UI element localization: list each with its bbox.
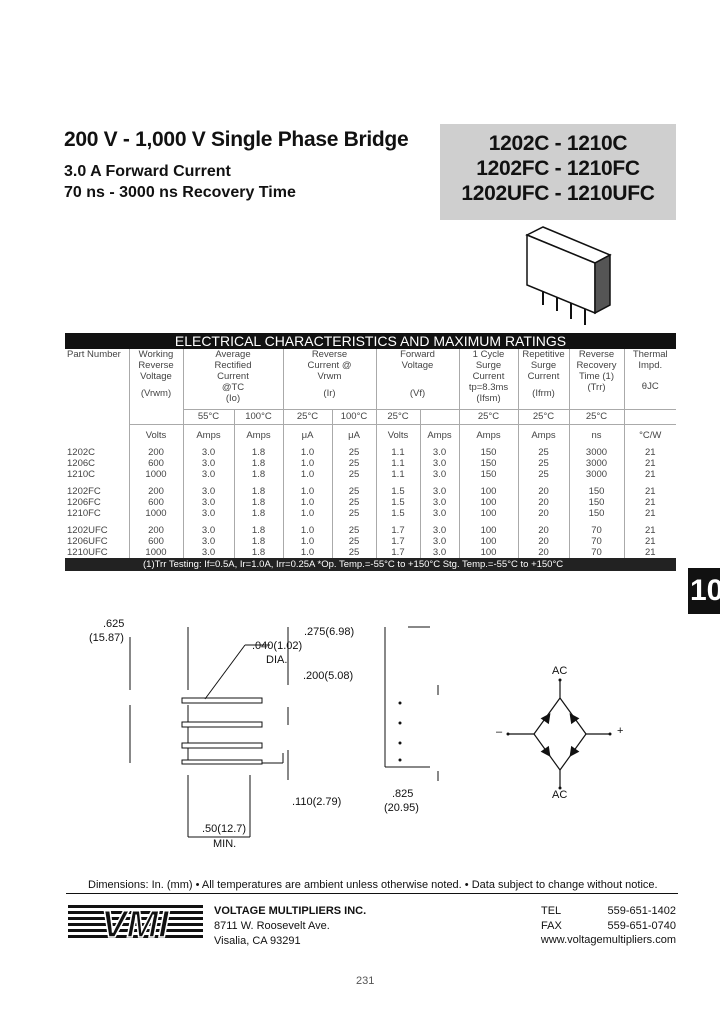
value-cell: 1.8 xyxy=(234,508,283,519)
value-cell: 1.0 xyxy=(283,536,332,547)
ac-bottom-label: AC xyxy=(552,789,568,801)
page-title: 200 V - 1,000 V Single Phase Bridge xyxy=(64,128,409,151)
value-cell: 100 xyxy=(459,486,518,497)
tel-value: 559-651-1402 xyxy=(607,905,676,917)
value-cell: 3.0 xyxy=(420,536,459,547)
tel-label: TEL xyxy=(541,905,562,917)
value-cell: 100 xyxy=(459,536,518,547)
value-cell: 1.5 xyxy=(376,508,420,519)
contact-values xyxy=(600,904,676,934)
value-cell: 25 xyxy=(518,447,569,458)
dim-200: .200(5.08) xyxy=(303,670,354,682)
value-cell: 3.0 xyxy=(420,447,459,458)
value-cell: 1.8 xyxy=(234,447,283,458)
value-cell: 1.8 xyxy=(234,525,283,536)
value-cell: 21 xyxy=(644,485,656,497)
unit-cell: μA xyxy=(283,424,332,447)
value-cell: 3.0 xyxy=(183,469,234,480)
part-number-cell: 1206UFC xyxy=(65,536,129,547)
temp-cell: 55°C xyxy=(183,409,234,424)
col-part-number: Part Number xyxy=(65,349,129,409)
value-cell: 21 xyxy=(644,468,656,480)
value-cell: 1.0 xyxy=(283,469,332,480)
temp-cell: 25°C xyxy=(283,409,332,424)
value-cell: 1.0 xyxy=(283,486,332,497)
col-thermal-impedance: Thermal Impd. θJC xyxy=(632,349,668,392)
col-surge-current: 1 Cycle Surge Current tp=8.3ms (Ifsm) xyxy=(459,349,518,409)
value-cell: 1.0 xyxy=(283,447,332,458)
value-cell: 1.1 xyxy=(376,469,420,480)
value-cell: 3.0 xyxy=(420,508,459,519)
dim-110: .110(2.79) xyxy=(292,796,342,808)
table-row xyxy=(65,536,676,547)
table-row xyxy=(65,525,676,536)
value-cell: 25 xyxy=(332,547,376,558)
value-cell: 25 xyxy=(332,469,376,480)
value-cell: 25 xyxy=(332,447,376,458)
dim-50: .50(12.7) xyxy=(202,823,247,835)
value-cell: 3.0 xyxy=(183,525,234,536)
unit-cell: Amps xyxy=(459,424,518,447)
value-cell: 1.5 xyxy=(376,497,420,508)
value-cell: 20 xyxy=(518,547,569,558)
page-number: 231 xyxy=(356,975,375,987)
col-rectified-current: Average Rectified Current @TC (Io) xyxy=(183,349,283,409)
subtitle-recovery: 70 ns - 3000 ns Recovery Time xyxy=(64,184,296,201)
value-cell: 3000 xyxy=(569,447,624,458)
value-cell: 150 xyxy=(459,447,518,458)
part-number-box xyxy=(440,124,676,220)
temp-cell: 25°C xyxy=(569,409,624,424)
website-link[interactable]: www.voltagemultipliers.com xyxy=(540,934,676,946)
fax-label: FAX xyxy=(541,920,562,932)
value-cell: 3.0 xyxy=(420,458,459,469)
dimension-drawing xyxy=(60,615,460,865)
value-cell: 1.5 xyxy=(376,486,420,497)
value-cell: 25 xyxy=(518,469,569,480)
company-name: VOLTAGE MULTIPLIERS INC. xyxy=(214,905,367,917)
value-cell: 1.8 xyxy=(234,458,283,469)
value-cell: 100 xyxy=(459,547,518,558)
unit-cell: Amps xyxy=(183,424,234,447)
unit-cell: Volts xyxy=(129,424,183,447)
part-number-cell: 1202C xyxy=(65,447,129,458)
dim-dia: DIA. xyxy=(266,654,288,666)
value-cell: 100 xyxy=(459,525,518,536)
value-cell: 25 xyxy=(332,536,376,547)
value-cell: 20 xyxy=(518,486,569,497)
value-cell: 21 xyxy=(644,496,656,508)
ratings-table xyxy=(65,333,676,571)
value-cell: 1000 xyxy=(129,508,183,519)
col-repetitive-surge: Repetitive Surge Current (Ifrm) xyxy=(518,349,569,409)
value-cell: 3.0 xyxy=(420,469,459,480)
dim-625: .625 xyxy=(103,618,125,630)
fax-value: 559-651-0740 xyxy=(607,920,676,932)
value-cell: 21 xyxy=(644,535,656,547)
table-row xyxy=(65,447,676,458)
table-row xyxy=(65,469,676,480)
value-cell: 3.0 xyxy=(183,458,234,469)
value-cell: 200 xyxy=(129,486,183,497)
value-cell: 25 xyxy=(332,497,376,508)
value-cell: 20 xyxy=(518,536,569,547)
value-cell: 3.0 xyxy=(420,547,459,558)
temp-cell: 100°C xyxy=(234,409,283,424)
value-cell: 1.8 xyxy=(234,486,283,497)
value-cell: 1.8 xyxy=(234,547,283,558)
value-cell: 1.0 xyxy=(283,458,332,469)
table-row xyxy=(65,508,676,519)
dim-825: .825 xyxy=(392,788,414,800)
unit-cell: °C/W xyxy=(624,424,676,447)
value-cell: 150 xyxy=(459,458,518,469)
unit-cell: Amps xyxy=(518,424,569,447)
value-cell: 21 xyxy=(644,446,656,458)
value-cell: 1000 xyxy=(129,469,183,480)
table-row xyxy=(65,547,676,558)
value-cell: 150 xyxy=(569,486,624,497)
value-cell: 25 xyxy=(332,508,376,519)
value-cell: 70 xyxy=(569,536,624,547)
dimensions-note: Dimensions: In. (mm) • All temperatures are ambient unless otherwise noted. • Data subject to change without notice. xyxy=(88,879,658,891)
subtitle-current: 3.0 A Forward Current xyxy=(64,163,231,180)
value-cell: 150 xyxy=(459,469,518,480)
part-range-ufc: 1202UFC - 1210UFC xyxy=(461,182,655,205)
minus-label: – xyxy=(496,726,503,738)
part-range-c: 1202C - 1210C xyxy=(488,132,628,155)
table-title: ELECTRICAL CHARACTERISTICS AND MAXIMUM RATINGS xyxy=(65,333,676,349)
value-cell: 1.0 xyxy=(283,525,332,536)
dim-2095: (20.95) xyxy=(384,802,419,814)
value-cell: 25 xyxy=(332,486,376,497)
value-cell: 21 xyxy=(644,457,656,469)
company-logo xyxy=(68,903,203,946)
temp-cell: 25°C xyxy=(518,409,569,424)
unit-cell: ns xyxy=(569,424,624,447)
dim-040: .040(1.02) xyxy=(252,640,303,652)
value-cell: 21 xyxy=(644,546,656,558)
value-cell: 600 xyxy=(129,536,183,547)
unit-cell: Volts xyxy=(376,424,420,447)
value-cell: 100 xyxy=(459,497,518,508)
value-cell: 25 xyxy=(332,458,376,469)
value-cell: 21 xyxy=(644,524,656,536)
value-cell: 1.0 xyxy=(283,497,332,508)
ac-top-label: AC xyxy=(552,665,568,677)
value-cell: 1.1 xyxy=(376,458,420,469)
address-line-1: 8711 W. Roosevelt Ave. xyxy=(214,920,330,932)
col-forward-voltage: Forward Voltage (Vf) xyxy=(376,349,459,409)
value-cell: 3.0 xyxy=(420,497,459,508)
package-illustration xyxy=(515,225,625,330)
address-line-2: Visalia, CA 93291 xyxy=(214,935,301,947)
table-row xyxy=(65,497,676,508)
part-number-cell: 1210C xyxy=(65,469,129,480)
table-row xyxy=(65,486,676,497)
value-cell: 600 xyxy=(129,497,183,508)
value-cell: 1.1 xyxy=(376,447,420,458)
value-cell: 1.8 xyxy=(234,536,283,547)
value-cell: 1.8 xyxy=(234,469,283,480)
dim-1587: (15.87) xyxy=(89,632,124,644)
col-reverse-current: Reverse Current @ Vrwm (Ir) xyxy=(283,349,376,409)
value-cell: 20 xyxy=(518,525,569,536)
temp-cell: 25°C xyxy=(459,409,518,424)
value-cell: 1.8 xyxy=(234,497,283,508)
unit-cell: Amps xyxy=(234,424,283,447)
section-tab: 10 xyxy=(688,568,720,614)
value-cell: 1.7 xyxy=(376,536,420,547)
diode-4 xyxy=(565,746,579,760)
value-cell: 150 xyxy=(569,508,624,519)
value-cell: 25 xyxy=(518,458,569,469)
diode-3 xyxy=(541,746,555,760)
logo-text: VMI xyxy=(101,904,169,946)
value-cell: 21 xyxy=(644,507,656,519)
value-cell: 3.0 xyxy=(183,547,234,558)
value-cell: 3.0 xyxy=(183,447,234,458)
plus-label: + xyxy=(617,725,624,737)
part-number-cell: 1206C xyxy=(65,458,129,469)
value-cell: 200 xyxy=(129,447,183,458)
dim-min: MIN. xyxy=(213,838,237,850)
part-number-cell: 1210FC xyxy=(65,508,129,519)
unit-cell: Amps xyxy=(420,424,459,447)
value-cell: 1.0 xyxy=(283,508,332,519)
contact-labels xyxy=(541,904,562,934)
table-footnote: (1)Trr Testing: If=0.5A, Ir=1.0A, Irr=0.25A *Op. Temp.=-55°C to +150°C Stg. Temp.=-55°C to +150°C xyxy=(65,558,676,571)
value-cell: 3.0 xyxy=(420,525,459,536)
value-cell: 100 xyxy=(459,508,518,519)
value-cell: 3.0 xyxy=(420,486,459,497)
company-block xyxy=(214,904,366,949)
dim-275: .275(6.98) xyxy=(304,626,355,638)
part-number-cell: 1206FC xyxy=(65,497,129,508)
unit-cell: μA xyxy=(332,424,376,447)
value-cell: 70 xyxy=(569,547,624,558)
part-range-fc: 1202FC - 1210FC xyxy=(476,157,640,180)
value-cell: 200 xyxy=(129,525,183,536)
part-number-cell: 1210UFC xyxy=(65,547,129,558)
temp-cell: 25°C xyxy=(376,409,420,424)
value-cell: 25 xyxy=(332,525,376,536)
table-row xyxy=(65,458,676,469)
divider xyxy=(66,893,678,894)
value-cell: 1.7 xyxy=(376,525,420,536)
value-cell: 3.0 xyxy=(183,536,234,547)
value-cell: 1000 xyxy=(129,547,183,558)
value-cell: 1.7 xyxy=(376,547,420,558)
value-cell: 150 xyxy=(569,497,624,508)
value-cell: 20 xyxy=(518,497,569,508)
col-recovery-time: Reverse Recovery Time (1) (Trr) xyxy=(569,349,624,409)
value-cell: 3.0 xyxy=(183,497,234,508)
part-number-cell: 1202FC xyxy=(65,486,129,497)
value-cell: 1.0 xyxy=(283,547,332,558)
value-cell: 20 xyxy=(518,508,569,519)
part-number-cell: 1202UFC xyxy=(65,525,129,536)
value-cell: 600 xyxy=(129,458,183,469)
temp-cell: 100°C xyxy=(332,409,376,424)
value-cell: 70 xyxy=(569,525,624,536)
value-cell: 3000 xyxy=(569,458,624,469)
value-cell: 3.0 xyxy=(183,486,234,497)
value-cell: 3000 xyxy=(569,469,624,480)
col-working-voltage: Working Reverse Voltage (Vrwm) xyxy=(129,349,183,409)
value-cell: 3.0 xyxy=(183,508,234,519)
